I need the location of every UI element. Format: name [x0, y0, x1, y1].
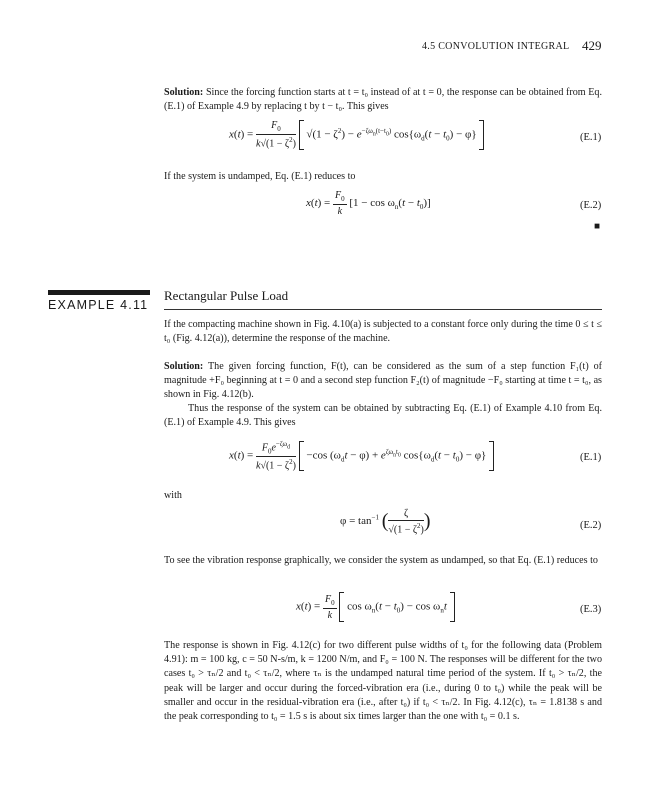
equation-top-e1: x(t) = $\frac{F_0}{k√(1 - \zeta^2)}$ $√(1 - \zeta^2) - e^{-\zeta\omega_n(t-t_0)}$ $\cos\{\omega_d(t - t_0) - \varphi\}$	[229, 120, 484, 150]
eq-number-top-e2: (E.2)	[580, 200, 602, 211]
example-title: Rectangular Pulse Load	[164, 288, 289, 303]
with-text: with	[164, 490, 182, 501]
running-header-section: 4.5 CONVOLUTION INTEGRAL	[422, 41, 570, 52]
eq-number-top-e1: (E.1)	[580, 132, 602, 143]
example-problem: If the compacting machine shown in Fig. 4.10(a) is subjected to a constant force only during the time 0 ≤ t ≤ t₀ (Fig. 4.12(a)), determine the response of the machine.	[164, 319, 602, 345]
thus-paragraph: Thus the response of the system can be obtained by subtracting Eq. (E.1) of Example 4.10 from Eq. (E.1) of Example 4.9. This gives	[164, 403, 602, 429]
example-equation-e1: x(t) = $\frac{F_0e^{-\zeta\omega_d}}{k√(1 - \zeta^2)}$ −cos $(\omega_dt - \varphi) + e^{\zeta\omega_nt_0}$ $\cos\{\omega_d(t - t_0) - \varphi\}$	[229, 440, 494, 472]
example-equation-e3: x(t) = $\frac{F_0}{k}$ $\cos \omega_n(t - t_0) - \cos \omega_nt$	[296, 592, 455, 622]
graph-paragraph: To see the vibration response graphically, we consider the system as undamped, so that Eq. (E.1) reduces to	[164, 555, 598, 566]
solution-label: Solution:	[164, 87, 204, 98]
undamped-text: If the system is undamped, Eq. (E.1) reduces to	[164, 171, 356, 182]
example-solution-paragraph	[164, 360, 602, 403]
example-label: EXAMPLE 4.11	[48, 298, 149, 312]
page-number: 429	[582, 38, 602, 53]
closing-paragraph: The response is shown in Fig. 4.12(c) for two different pulse widths of t₀ for the following data (Problem 4.91): m = 100 kg, c = 50 N-s/m, k = 1200 N/m, and F₀ = 100 N. The responses will be different for the two cases t₀ > τₙ/2 and t₀ < τₙ/2, where τₙ is the undamped natural time period of the system. If t₀ > τₙ/2, the peak will be larger and occur during the forced-vibration era (i.e., during 0 to t₀) while the peak will be smaller and occur in the residual-vibration era (i.e., after t₀) if t₀ < τₙ/2. In Fig. 4.12(c), τₙ = 1.8138 s and the peak corresponding to t₀ = 1.5 s is about six times larger than the one with t₀ = 0.1 s.	[164, 640, 602, 723]
example-heading-bar	[48, 290, 150, 295]
example-eq-number-e2: (E.2)	[580, 520, 602, 531]
example-solution-text: The given forcing function, F(t), can be considered as the sum of a step function F₁(t) of magnitude +F₀ beginning at t = 0 and a second step function F₂(t) of magnitude −F₀ starting at time t = t₀, as shown in Fig. 4.12(b).	[164, 361, 603, 401]
top-solution-paragraph	[164, 86, 602, 114]
example-eq-number-e1: (E.1)	[580, 452, 602, 463]
solution-text: Since the forcing function starts at t = t₀ instead of at t = 0, the response can be obtained from Eq. (E.1) of Example 4.9 by replacing t by t − t₀. This gives	[164, 87, 603, 113]
end-of-example-mark: ■	[594, 221, 601, 232]
example-eq-number-e3: (E.3)	[580, 604, 602, 615]
equation-top-e2: x(t) = $\frac{F_0}{k}$ $[1 - \cos \omega_n(t - t_0)]$	[306, 190, 431, 217]
example-equation-e2: $\varphi = \tan^{-1}$ ( $\frac{\zeta}{√(1 - \zeta^2)}$ )	[340, 508, 431, 536]
title-rule	[164, 309, 602, 310]
example-solution-label: Solution:	[164, 361, 204, 372]
